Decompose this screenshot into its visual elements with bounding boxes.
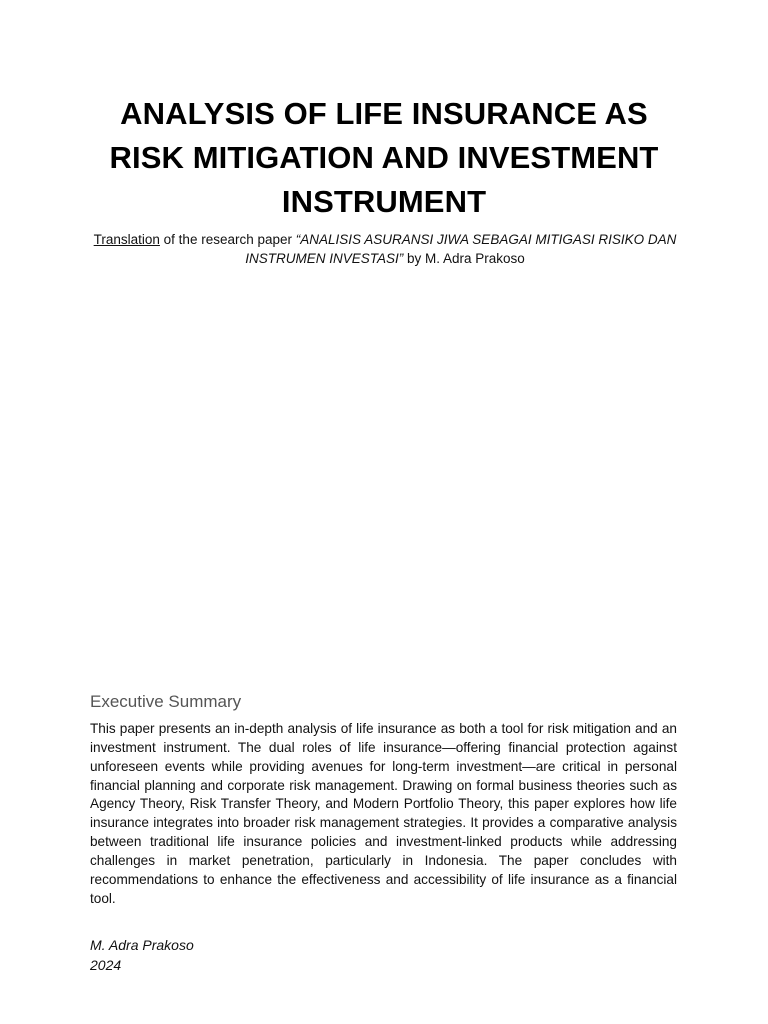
title-line-3: INSTRUMENT [281, 184, 487, 219]
title-line-1: ANALYSIS OF LIFE INSURANCE AS [120, 96, 648, 131]
subtitle-suffix: by M. Adra Prakoso [403, 251, 525, 266]
publication-year: 2024 [90, 956, 122, 973]
translation-link[interactable]: Translation [93, 232, 160, 247]
author-block [90, 936, 194, 975]
document-subtitle [90, 230, 680, 268]
executive-summary-heading: Executive Summary [90, 692, 242, 711]
executive-summary-body: This paper presents an in-depth analysis of life insurance as both a tool for risk mitigation and an investment instrument. The dual roles of life insurance—offering financial protection against unforeseen events while providing avenues for long-term investment—are critical in personal financial planning and corporate risk management. Drawing on formal business theories such as Agency Theory, Risk Transfer Theory, and Modern Portfolio Theory, this paper explores how life insurance integrates into broader risk management strategies. It provides a comparative analysis between traditional life insurance policies and investment-linked products while addressing challenges in market penetration, particularly in Indonesia. The paper concludes with recommendations to enhance the effectiveness and accessibility of life insurance as a financial tool. [90, 721, 677, 906]
document-title [60, 92, 708, 224]
author-name: M. Adra Prakoso [90, 937, 194, 953]
title-line-2: RISK MITIGATION AND INVESTMENT [109, 140, 659, 175]
original-paper-title: “ANALISIS ASURANSI JIWA SEBAGAI MITIGASI RISIKO DAN INSTRUMEN INVESTASI” [245, 232, 677, 266]
subtitle-prefix: of the research paper [159, 232, 296, 247]
